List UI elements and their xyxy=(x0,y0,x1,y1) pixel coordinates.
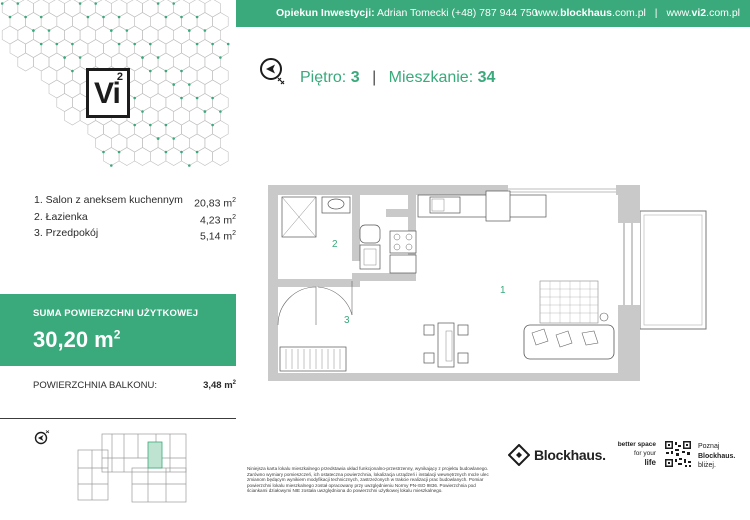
room-row xyxy=(34,211,236,228)
brand-name: Blockhaus. xyxy=(534,447,606,463)
room-label-3: 3 xyxy=(344,315,350,326)
building-key-plan xyxy=(72,428,190,504)
highlighted-unit xyxy=(148,442,162,468)
usable-area-value: 30,20 $m^2$ xyxy=(33,327,121,352)
meet-blockhaus: Poznaj Blockhaus. bliżej. xyxy=(698,443,736,469)
room-name: 1. Salon z aneksem kuchennym xyxy=(34,194,183,206)
room-name: 2. Łazienka xyxy=(34,210,88,223)
investor-contact xyxy=(276,7,538,19)
link-vi2[interactable]: www.vi2.com.pl xyxy=(666,7,740,19)
usable-area-label: SUMA POWIERZCHNI UŻYTKOWEJ xyxy=(33,308,199,319)
website-links xyxy=(535,7,740,19)
apartment-value: 34 xyxy=(477,69,496,86)
link-blockhaus[interactable]: www.blockhaus.com.pl xyxy=(535,7,646,19)
balcony-label: POWIERZCHNIA BALKONU: xyxy=(33,380,158,391)
room-area: 4,23 $m^2$ xyxy=(199,213,236,226)
compass-small-icon xyxy=(34,430,50,446)
balcony-area xyxy=(33,380,236,391)
legal-disclaimer: Niniejsza karta lokalu mieszkalnego przedstawia układ funkcjonalno-przestrzenny, wynikający z projektu budowlanego. Zarówno wymiary pomieszczeń, ich ostateczna powierzchnia, lokalizacja urządzeń i instalacji wewnętrznych może ulec zmianom będącym wynikiem modyfikacji technicznych, zastrzeżonych w trakcie realizacji prac budowlanych. Pomiar powierzchni lokalu mieszkalnego został opracowany przy uwzględnieniu Normy PN-ISO 9836. Powierzchnia pod ściankami działowymi NIE została uwzględniona do powierzchni użytkowej lokalu mieszkalnego. xyxy=(247,466,489,494)
room-name: 3. Przedpokój xyxy=(34,227,99,239)
balcony-value: 3,48 $m^2$ xyxy=(203,380,236,392)
heading-separator: | xyxy=(372,69,377,86)
investor-phone: Adrian Tomecki (+48) 787 944 750 xyxy=(376,7,538,19)
room-list xyxy=(34,194,236,244)
vi2-logo xyxy=(86,68,130,118)
floor-value: 3 xyxy=(350,69,360,86)
logo-text: Vi xyxy=(94,77,120,110)
room-area: 5,14 $m^2$ xyxy=(199,230,236,243)
apartment-label: Mieszkanie: xyxy=(388,69,474,86)
apartment-floor-plan xyxy=(268,185,708,381)
link-separator: | xyxy=(654,7,658,19)
room-area: 20,83 $m^2$ xyxy=(194,197,236,210)
logo-superscript: 2 xyxy=(116,71,123,83)
brand-tagline: better space for your life xyxy=(617,441,656,467)
contact-bar xyxy=(236,0,750,27)
blockhaus-brand xyxy=(508,442,606,468)
investor-label: Opiekun Inwestycji: xyxy=(276,7,375,19)
room-row xyxy=(34,194,236,211)
room-row xyxy=(34,227,236,244)
qr-code-icon[interactable] xyxy=(664,440,692,468)
blockhaus-mark-icon xyxy=(508,444,530,466)
floor-label: Piętro: xyxy=(300,69,347,86)
compass-north-icon xyxy=(258,56,288,86)
usable-area-panel xyxy=(0,294,236,366)
room-label-2: 2 xyxy=(332,239,338,250)
room-label-1: 1 xyxy=(500,285,506,296)
unit-heading xyxy=(300,69,495,87)
section-divider xyxy=(0,418,236,419)
